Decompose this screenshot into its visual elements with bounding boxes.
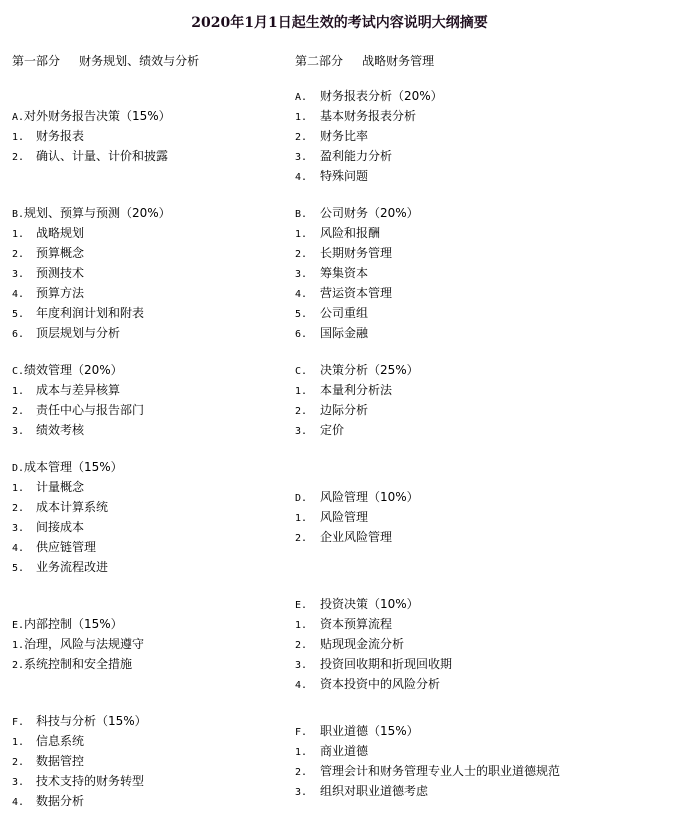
list-item — [295, 764, 560, 780]
section-marker: A. — [295, 92, 308, 103]
list-item — [12, 266, 84, 282]
item-marker: 3. — [295, 660, 308, 671]
section-marker: F. — [12, 717, 25, 728]
list-item — [12, 657, 132, 673]
list-item — [12, 794, 84, 810]
item-marker: 2. — [295, 249, 308, 260]
item-marker: 4. — [12, 797, 25, 808]
section-heading — [295, 89, 443, 105]
item-text: 长期财务管理 — [320, 246, 393, 260]
list-item — [295, 677, 440, 693]
section-marker: A. — [12, 112, 25, 123]
item-text: 供应链管理 — [36, 540, 97, 554]
item-marker: 3. — [295, 426, 308, 437]
list-item — [295, 109, 416, 125]
item-marker: 2. — [12, 757, 25, 768]
item-text: 治理，风险与法规遵守 — [24, 637, 145, 651]
item-marker: 2. — [295, 406, 308, 417]
list-item — [12, 286, 84, 302]
item-text: 责任中心与报告部门 — [36, 403, 145, 417]
list-item — [295, 637, 404, 653]
item-marker: 1. — [295, 112, 308, 123]
item-marker: 1. — [12, 229, 25, 240]
item-marker: 3. — [295, 152, 308, 163]
list-item — [295, 266, 368, 282]
item-marker: 2. — [295, 533, 308, 544]
section-heading — [12, 206, 171, 222]
item-text: 成本与差异核算 — [36, 383, 121, 397]
item-marker: 3. — [12, 523, 25, 534]
item-marker: 3. — [295, 787, 308, 798]
list-item — [12, 423, 84, 439]
item-text: 财务报表 — [36, 129, 85, 143]
section-heading — [12, 363, 123, 379]
list-item — [12, 520, 84, 536]
item-marker: 1. — [12, 132, 25, 143]
section-marker: C. — [295, 366, 308, 377]
item-text: 边际分析 — [320, 403, 369, 417]
list-item — [295, 403, 368, 419]
list-item — [295, 617, 392, 633]
item-marker: 1. — [12, 386, 25, 397]
item-marker: 2. — [12, 406, 25, 417]
item-text: 基本财务报表分析 — [320, 109, 417, 123]
item-marker: 4. — [295, 289, 308, 300]
list-item — [12, 226, 84, 242]
section-heading — [12, 617, 123, 633]
list-item — [12, 306, 144, 322]
list-item — [295, 326, 368, 342]
part-heading: 第一部分 财务规划、绩效与分析 — [12, 54, 200, 68]
list-item — [12, 560, 108, 576]
item-text: 系统控制和安全措施 — [24, 657, 133, 671]
item-text: 间接成本 — [36, 520, 85, 534]
list-item — [12, 637, 144, 653]
item-marker: 2. — [12, 660, 25, 671]
item-marker: 5. — [12, 563, 25, 574]
section-heading — [12, 714, 147, 730]
section-heading — [295, 363, 419, 379]
list-item — [295, 657, 452, 673]
item-text: 风险管理 — [320, 510, 369, 524]
item-marker: 1. — [295, 513, 308, 524]
section-title: 对外财务报告决策（15%） — [24, 109, 171, 123]
item-marker: 2. — [12, 249, 25, 260]
list-item — [295, 129, 368, 145]
list-item — [295, 149, 392, 165]
item-text: 盈利能力分析 — [320, 149, 393, 163]
section-heading — [12, 460, 123, 476]
list-item — [12, 754, 84, 770]
section-marker: E. — [295, 600, 308, 611]
item-text: 预算概念 — [36, 246, 85, 260]
section-title: 财务报表分析（20%） — [320, 89, 443, 103]
list-item — [12, 403, 144, 419]
item-text: 国际金融 — [320, 326, 369, 340]
item-text: 绩效考核 — [36, 423, 85, 437]
page-title: 2020年1月1日起生效的考试内容说明大纲摘要 — [191, 15, 488, 31]
item-marker: 1. — [295, 747, 308, 758]
list-item — [295, 169, 368, 185]
list-item — [295, 226, 380, 242]
item-marker: 1. — [12, 483, 25, 494]
item-marker: 2. — [295, 767, 308, 778]
item-text: 财务比率 — [320, 129, 369, 143]
section-title: 投资决策（10%） — [320, 597, 419, 611]
section-title: 公司财务（20%） — [320, 206, 419, 220]
item-marker: 4. — [295, 680, 308, 691]
item-text: 贴现现金流分析 — [320, 637, 405, 651]
section-heading — [12, 109, 171, 125]
list-item — [295, 510, 368, 526]
item-marker: 6. — [12, 329, 25, 340]
section-heading — [295, 206, 419, 222]
item-text: 管理会计和财务管理专业人士的职业道德规范 — [320, 764, 561, 778]
item-text: 资本投资中的风险分析 — [320, 677, 441, 691]
item-text: 技术支持的财务转型 — [36, 774, 145, 788]
section-title: 职业道德（15%） — [320, 724, 419, 738]
part-heading: 第二部分 战略财务管理 — [295, 54, 435, 68]
item-text: 组织对职业道德考虑 — [320, 784, 429, 798]
item-text: 公司重组 — [320, 306, 369, 320]
item-text: 数据管控 — [36, 754, 85, 768]
list-item — [12, 246, 84, 262]
item-marker: 2. — [295, 640, 308, 651]
item-marker: 2. — [12, 152, 25, 163]
item-text: 成本计算系统 — [36, 500, 109, 514]
section-title: 风险管理（10%） — [320, 490, 419, 504]
section-title: 绩效管理（20%） — [24, 363, 123, 377]
item-marker: 3. — [12, 269, 25, 280]
item-text: 特殊问题 — [320, 169, 369, 183]
item-text: 预算方法 — [36, 286, 85, 300]
item-text: 确认、计量、计价和披露 — [36, 149, 169, 163]
item-text: 年度利润计划和附表 — [36, 306, 145, 320]
list-item — [295, 286, 392, 302]
list-item — [12, 149, 168, 165]
item-marker: 1. — [12, 737, 25, 748]
item-marker: 3. — [12, 777, 25, 788]
item-marker: 1. — [12, 640, 25, 651]
list-item — [12, 734, 84, 750]
item-text: 战略规划 — [36, 226, 85, 240]
item-text: 投资回收期和折现回收期 — [320, 657, 453, 671]
item-text: 商业道德 — [320, 744, 369, 758]
list-item — [12, 774, 144, 790]
section-heading — [295, 597, 419, 613]
section-marker: F. — [295, 727, 308, 738]
section-marker: D. — [295, 493, 308, 504]
item-text: 定价 — [320, 423, 345, 437]
item-text: 顶层规划与分析 — [36, 326, 121, 340]
list-item — [295, 383, 392, 399]
item-marker: 4. — [295, 172, 308, 183]
item-text: 风险和报酬 — [320, 226, 381, 240]
section-heading — [295, 490, 419, 506]
item-marker: 5. — [12, 309, 25, 320]
list-item — [295, 423, 344, 439]
list-item — [295, 530, 392, 546]
section-marker: E. — [12, 620, 25, 631]
item-text: 营运资本管理 — [320, 286, 393, 300]
item-text: 业务流程改进 — [36, 560, 109, 574]
section-title: 内部控制（15%） — [24, 617, 123, 631]
list-item — [295, 306, 368, 322]
item-marker: 3. — [295, 269, 308, 280]
section-title: 决策分析（25%） — [320, 363, 419, 377]
item-text: 预测技术 — [36, 266, 85, 280]
item-marker: 4. — [12, 289, 25, 300]
item-marker: 2. — [12, 503, 25, 514]
list-item — [295, 744, 368, 760]
item-marker: 1. — [295, 229, 308, 240]
list-item — [12, 500, 108, 516]
item-text: 企业风险管理 — [320, 530, 393, 544]
item-marker: 2. — [295, 132, 308, 143]
item-marker: 1. — [295, 620, 308, 631]
section-title: 规划、预算与预测（20%） — [24, 206, 171, 220]
item-marker: 1. — [295, 386, 308, 397]
section-marker: B. — [295, 209, 308, 220]
item-marker: 5. — [295, 309, 308, 320]
item-text: 资本预算流程 — [320, 617, 393, 631]
item-text: 数据分析 — [36, 794, 85, 808]
item-text: 筹集资本 — [320, 266, 369, 280]
list-item — [12, 129, 84, 145]
item-text: 计量概念 — [36, 480, 85, 494]
item-marker: 4. — [12, 543, 25, 554]
section-title: 科技与分析（15%） — [36, 714, 147, 728]
item-marker: 6. — [295, 329, 308, 340]
item-text: 信息系统 — [36, 734, 85, 748]
section-marker: D. — [12, 463, 25, 474]
item-text: 本量利分析法 — [320, 383, 393, 397]
section-marker: B. — [12, 209, 25, 220]
list-item — [12, 383, 120, 399]
list-item — [12, 540, 96, 556]
section-title: 成本管理（15%） — [24, 460, 123, 474]
list-item — [295, 246, 392, 262]
section-heading — [295, 724, 419, 740]
list-item — [295, 784, 428, 800]
item-marker: 3. — [12, 426, 25, 437]
section-marker: C. — [12, 366, 25, 377]
list-item — [12, 326, 120, 342]
list-item — [12, 480, 84, 496]
